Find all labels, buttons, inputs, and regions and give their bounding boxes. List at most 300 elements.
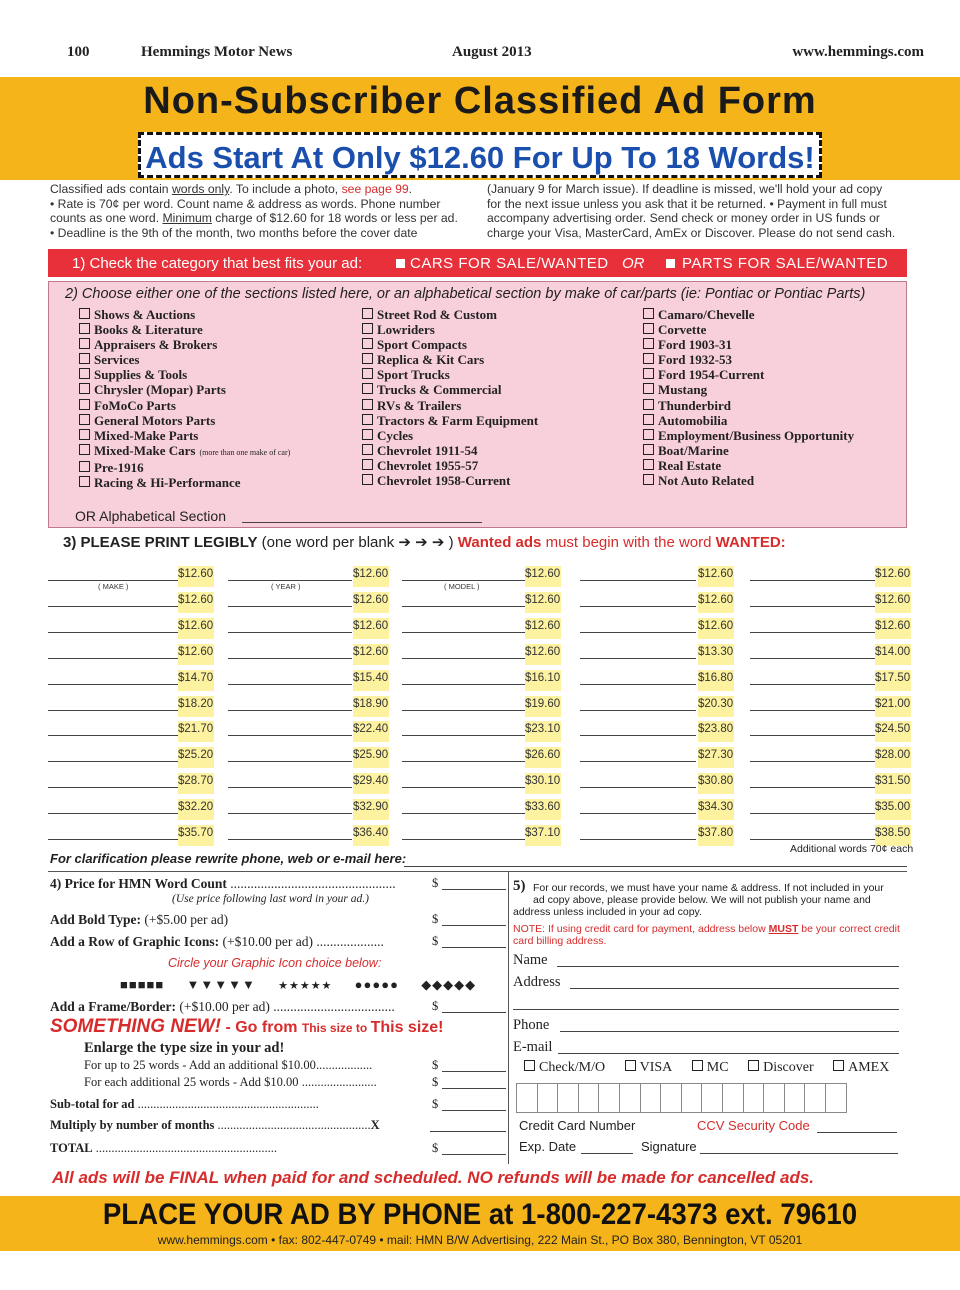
checkbox-icon xyxy=(362,353,373,364)
triangle-icons[interactable]: ▼▼▼▼▼ xyxy=(186,977,256,992)
card-digit-box[interactable] xyxy=(537,1083,559,1113)
word-price: $12.60 xyxy=(178,566,214,587)
issue-date: August 2013 xyxy=(452,44,532,60)
word-price: $32.20 xyxy=(178,799,214,820)
discover-option[interactable]: Discover xyxy=(748,1060,814,1075)
checkbox-icon xyxy=(643,308,654,319)
category-item[interactable] xyxy=(643,428,854,443)
checkbox-icon xyxy=(362,399,373,410)
card-number-label: Credit Card Number xyxy=(519,1118,636,1133)
category-label: RVs & Trailers xyxy=(377,397,462,413)
card-digit-box[interactable] xyxy=(743,1083,765,1113)
checkbox-icon xyxy=(79,353,90,364)
word-blank[interactable] xyxy=(750,606,875,607)
word-blank[interactable] xyxy=(580,710,696,711)
address-input-2[interactable] xyxy=(513,1009,899,1010)
word-price: $18.20 xyxy=(178,696,214,717)
graphic-icons-row: Add a Row of Graphic Icons: (+$10.00 per ad) .................... xyxy=(50,934,384,949)
category-label: Corvette xyxy=(658,322,707,338)
check-option[interactable]: Check/M/O xyxy=(524,1060,605,1075)
year-tag: ( YEAR ) xyxy=(271,582,301,591)
word-blank[interactable] xyxy=(228,839,352,840)
word-price: $14.00 xyxy=(875,644,911,665)
card-digit-box[interactable] xyxy=(722,1083,744,1113)
checkbox-icon xyxy=(362,414,373,425)
word-blank[interactable] xyxy=(402,606,525,607)
exp-date-input[interactable] xyxy=(581,1153,633,1154)
category-item[interactable] xyxy=(362,337,538,352)
category-item[interactable] xyxy=(362,398,538,413)
phone-order-line: PLACE YOUR AD BY PHONE at 1-800-227-4373 ext. 79610 xyxy=(102,1198,858,1231)
email-label: E-mail xyxy=(513,1039,553,1055)
word-blank[interactable] xyxy=(580,632,696,633)
phone-input[interactable] xyxy=(560,1031,899,1032)
category-item[interactable] xyxy=(643,337,854,352)
address-input[interactable] xyxy=(570,988,899,989)
category-item[interactable] xyxy=(643,307,854,322)
category-column-3 xyxy=(643,307,854,488)
category-label: Employment/Business Opportunity xyxy=(658,427,855,443)
checkbox-icon xyxy=(643,368,654,379)
word-price: $17.50 xyxy=(875,670,911,691)
word-price: $12.60 xyxy=(353,618,389,639)
square-icons[interactable]: ■■■■■ xyxy=(120,977,165,992)
category-item[interactable] xyxy=(79,443,290,460)
word-price: $16.80 xyxy=(698,670,734,691)
payment-options xyxy=(524,1060,889,1076)
word-price: $21.70 xyxy=(178,721,214,742)
publication-name: Hemmings Motor News xyxy=(141,44,293,60)
dollar-sign: $ xyxy=(432,934,439,948)
word-blank[interactable] xyxy=(580,606,696,607)
name-input[interactable] xyxy=(557,966,899,967)
checkbox-icon xyxy=(362,308,373,319)
word-price: $25.20 xyxy=(178,747,214,768)
checkbox-icon xyxy=(643,444,654,455)
word-price: $34.30 xyxy=(698,799,734,820)
word-price: $33.60 xyxy=(525,799,561,820)
word-blank[interactable] xyxy=(228,710,352,711)
circle-icons[interactable]: ●●●●● xyxy=(354,977,399,992)
card-digit-box[interactable] xyxy=(784,1083,806,1113)
word-blank[interactable] xyxy=(402,787,525,788)
word-blank[interactable] xyxy=(750,761,875,762)
word-price: $19.60 xyxy=(525,696,561,717)
category-label: Street Rod & Custom xyxy=(377,307,497,322)
checkbox-icon xyxy=(833,1060,844,1071)
checkbox-icon xyxy=(643,414,654,425)
dollar-sign: $ xyxy=(432,999,439,1013)
category-label: Shows & Auctions xyxy=(94,307,196,322)
category-label: Pre-1916 xyxy=(94,459,144,475)
card-digit-box[interactable] xyxy=(763,1083,785,1113)
word-blank[interactable] xyxy=(580,813,696,814)
word-price: $12.60 xyxy=(525,566,561,587)
category-column-1 xyxy=(79,307,290,490)
word-blank[interactable] xyxy=(48,606,178,607)
category-label: Mustang xyxy=(658,382,708,398)
model-tag: ( MODEL ) xyxy=(444,582,480,591)
category-item[interactable] xyxy=(362,458,538,473)
word-blank[interactable] xyxy=(48,632,178,633)
category-item[interactable] xyxy=(643,473,854,488)
word-blank[interactable] xyxy=(750,735,875,736)
icons-input[interactable] xyxy=(442,947,506,948)
address-label: Address xyxy=(513,974,561,990)
category-item[interactable] xyxy=(79,352,290,367)
checkbox-icon xyxy=(643,474,654,485)
ccv-label: CCV Security Code xyxy=(697,1118,810,1133)
step5-note: NOTE: If using credit card for payment, address below MUST be your correct credit card billing address. xyxy=(513,923,900,947)
word-blank[interactable] xyxy=(750,684,875,685)
checkbox-icon xyxy=(79,429,90,440)
word-price: $12.60 xyxy=(698,566,734,587)
category-item[interactable] xyxy=(79,428,290,443)
category-label: Chevrolet 1955-57 xyxy=(377,457,479,473)
category-item[interactable] xyxy=(362,382,538,397)
category-item[interactable] xyxy=(643,382,854,397)
category-item[interactable] xyxy=(79,398,290,413)
word-blank[interactable] xyxy=(48,658,178,659)
checkbox-icon xyxy=(643,383,654,394)
category-item[interactable] xyxy=(79,307,290,322)
category-label: Books & Literature xyxy=(94,322,203,338)
checkbox-icon xyxy=(79,476,90,487)
word-blank[interactable] xyxy=(580,735,696,736)
price-word-count: 4) Price for HMN Word Count ................................................. xyxy=(50,876,396,891)
up-to-25-row: For up to 25 words - Add an additional $10.00.................. xyxy=(84,1058,373,1072)
word-blank[interactable] xyxy=(580,684,696,685)
category-item[interactable] xyxy=(643,458,854,473)
clarification-label: For clarification please rewrite phone, web or e-mail here: xyxy=(50,851,407,866)
word-price: $37.80 xyxy=(698,825,734,846)
checkbox-icon xyxy=(362,368,373,379)
word-blank[interactable] xyxy=(750,839,875,840)
word-blank[interactable] xyxy=(228,787,352,788)
step1-label: 1) Check the category that best fits your ad: xyxy=(72,255,363,272)
price-note: (Use price following last word in your ad.) xyxy=(172,893,369,905)
card-digit-box[interactable] xyxy=(598,1083,620,1113)
page-number: 100 xyxy=(67,44,90,60)
dollar-sign: $ xyxy=(432,1141,439,1155)
word-price: $38.50 xyxy=(875,825,911,846)
word-price: $12.60 xyxy=(875,592,911,613)
enlarge-label: Enlarge the type size in your ad! xyxy=(84,1040,285,1056)
category-item[interactable] xyxy=(79,367,290,382)
word-blank[interactable] xyxy=(402,839,525,840)
word-blank[interactable] xyxy=(48,684,178,685)
photo-page-link[interactable]: see page 99 xyxy=(341,182,409,196)
category-item[interactable] xyxy=(79,460,290,475)
each25-input[interactable] xyxy=(442,1088,506,1089)
word-blank[interactable] xyxy=(402,710,525,711)
word-blank[interactable] xyxy=(750,632,875,633)
category-label: Not Auto Related xyxy=(658,473,755,489)
category-label: Boat/Marine xyxy=(658,442,729,458)
card-number-boxes[interactable] xyxy=(516,1083,847,1113)
word-blank[interactable] xyxy=(228,658,352,659)
icon-choices xyxy=(120,977,476,993)
dollar-sign: $ xyxy=(432,912,439,926)
word-price: $12.60 xyxy=(875,618,911,639)
cars-option: CARS FOR SALE/WANTED xyxy=(410,255,609,272)
card-digit-box[interactable] xyxy=(578,1083,600,1113)
category-item[interactable] xyxy=(79,413,290,428)
phone-label: Phone xyxy=(513,1017,550,1033)
category-item[interactable] xyxy=(79,337,290,352)
word-price: $32.90 xyxy=(353,799,389,820)
signature-label: Signature xyxy=(641,1139,697,1154)
category-label: Replica & Kit Cars xyxy=(377,352,485,368)
checkbox-icon xyxy=(362,444,373,455)
subtotal-row: Sub-total for ad .......................................................... xyxy=(50,1097,319,1111)
word-blank[interactable] xyxy=(402,580,525,581)
word-blank[interactable] xyxy=(48,580,178,581)
card-digit-box[interactable] xyxy=(619,1083,641,1113)
dollar-sign: $ xyxy=(432,876,439,890)
checkbox-icon xyxy=(643,399,654,410)
exp-date-label: Exp. Date xyxy=(519,1139,577,1154)
ccv-input[interactable] xyxy=(817,1132,897,1133)
card-digit-box[interactable] xyxy=(660,1083,682,1113)
checkbox-icon xyxy=(625,1060,636,1071)
card-digit-box[interactable] xyxy=(557,1083,579,1113)
circle-icon-label: Circle your Graphic Icon choice below: xyxy=(168,956,382,970)
word-price: $30.10 xyxy=(525,773,561,794)
category-item[interactable] xyxy=(79,322,290,337)
email-input[interactable] xyxy=(558,1053,899,1054)
word-blank[interactable] xyxy=(402,813,525,814)
category-label: Tractors & Farm Equipment xyxy=(377,412,539,428)
checkbox-icon xyxy=(643,353,654,364)
amex-option[interactable]: AMEX xyxy=(833,1060,889,1075)
word-price: $12.60 xyxy=(525,644,561,665)
category-label: Real Estate xyxy=(658,457,722,473)
frame-input[interactable] xyxy=(442,1012,506,1013)
price-input[interactable] xyxy=(442,889,506,890)
category-item[interactable] xyxy=(643,443,854,458)
category-item[interactable] xyxy=(362,322,538,337)
card-digit-box[interactable] xyxy=(701,1083,723,1113)
category-item[interactable] xyxy=(643,398,854,413)
signature-input[interactable] xyxy=(700,1153,898,1154)
category-item[interactable] xyxy=(79,475,290,490)
category-label: Lowriders xyxy=(377,322,435,338)
intro-left: Classified ads contain words only. To include a photo, see page 99. • Rate is 70¢ per word. Count name & address as words. Phone number counts as one word. Minimum charge of $12.60 for 18 words or less per ad. • Deadline is the 9th of the month, two months before the cover date xyxy=(50,182,458,240)
word-price: $35.70 xyxy=(178,825,214,846)
word-blank[interactable] xyxy=(48,787,178,788)
category-label: Mixed-Make Parts xyxy=(94,427,199,443)
category-item[interactable] xyxy=(362,443,538,458)
checkbox-icon xyxy=(79,461,90,472)
word-blank[interactable] xyxy=(750,658,875,659)
word-price: $18.90 xyxy=(353,696,389,717)
word-price: $14.70 xyxy=(178,670,214,691)
word-price: $12.60 xyxy=(178,592,214,613)
clarification-input[interactable] xyxy=(404,866,907,867)
category-item[interactable] xyxy=(643,322,854,337)
mc-option[interactable]: MC xyxy=(692,1060,729,1075)
word-price: $12.60 xyxy=(353,644,389,665)
word-price: $12.60 xyxy=(353,592,389,613)
checkbox-icon xyxy=(748,1060,759,1071)
word-price: $12.60 xyxy=(875,566,911,587)
star-icons[interactable]: ★★★★★ xyxy=(278,980,333,992)
checkbox-icon xyxy=(79,323,90,334)
checkbox-icon xyxy=(643,459,654,470)
category-label: Thunderbird xyxy=(658,397,731,413)
word-blank[interactable] xyxy=(48,710,178,711)
word-blank[interactable] xyxy=(750,787,875,788)
word-blank[interactable] xyxy=(228,632,352,633)
step2-label: 2) Choose either one of the sections listed here, or an alphabetical section by make of car/parts (ie: Pontiac or Pontiac Parts) xyxy=(65,286,866,302)
name-label: Name xyxy=(513,952,548,968)
word-price: $35.00 xyxy=(875,799,911,820)
footer-band xyxy=(0,1196,960,1251)
alpha-section-input[interactable] xyxy=(242,522,482,523)
checkbox-icon xyxy=(79,414,90,425)
checkbox-icon xyxy=(79,444,90,455)
card-digit-box[interactable] xyxy=(804,1083,826,1113)
word-blank[interactable] xyxy=(48,761,178,762)
word-price: $12.60 xyxy=(525,592,561,613)
word-price: $12.60 xyxy=(178,644,214,665)
up25-input[interactable] xyxy=(442,1071,506,1072)
word-blank[interactable] xyxy=(750,580,875,581)
total-row: TOTAL .......................................................... xyxy=(50,1141,277,1155)
step5-text: For our records, we must have your name & address. If not included in your ad copy above, please provide below. We will not publish your name and address unless included in your ad copy. xyxy=(513,882,884,918)
dollar-sign: $ xyxy=(432,1058,439,1072)
word-price: $16.10 xyxy=(525,670,561,691)
word-blank[interactable] xyxy=(228,684,352,685)
word-blank[interactable] xyxy=(48,839,178,840)
bold-type-row: Add Bold Type: (+$5.00 per ad) xyxy=(50,912,229,927)
word-price: $21.00 xyxy=(875,696,911,717)
word-blank[interactable] xyxy=(228,761,352,762)
something-new: SOMETHING NEW! - Go from This size to This size! xyxy=(50,1016,444,1037)
word-price: $28.70 xyxy=(178,773,214,794)
word-blank[interactable] xyxy=(48,735,178,736)
word-price: $12.60 xyxy=(178,618,214,639)
word-blank[interactable] xyxy=(228,580,352,581)
diamond-icons[interactable]: ◆◆◆◆◆ xyxy=(421,977,477,992)
each-25-row: For each additional 25 words - Add $10.00 ........................ xyxy=(84,1075,377,1089)
parts-checkbox[interactable] xyxy=(666,259,675,268)
checkbox-icon xyxy=(362,459,373,470)
word-blank[interactable] xyxy=(580,658,696,659)
word-blank[interactable] xyxy=(402,658,525,659)
word-blank[interactable] xyxy=(48,813,178,814)
word-price: $22.40 xyxy=(353,721,389,742)
category-item[interactable] xyxy=(362,473,538,488)
card-digit-box[interactable] xyxy=(516,1083,538,1113)
word-price: $29.40 xyxy=(353,773,389,794)
subtotal-input[interactable] xyxy=(442,1110,506,1111)
category-item[interactable] xyxy=(362,352,538,367)
word-blank[interactable] xyxy=(402,632,525,633)
checkbox-icon xyxy=(79,399,90,410)
checkbox-icon xyxy=(79,368,90,379)
step5-number: 5) xyxy=(513,878,526,894)
alpha-section-label: OR Alphabetical Section xyxy=(75,508,226,524)
word-blank[interactable] xyxy=(402,761,525,762)
make-tag: ( MAKE ) xyxy=(98,582,129,591)
card-digit-box[interactable] xyxy=(825,1083,847,1113)
category-item[interactable] xyxy=(643,413,854,428)
word-price: $28.00 xyxy=(875,747,911,768)
or-label: OR xyxy=(622,255,645,272)
category-item[interactable] xyxy=(362,413,538,428)
bold-input[interactable] xyxy=(442,925,506,926)
category-item[interactable] xyxy=(643,352,854,367)
subtitle-box: Ads Start At Only $12.60 For Up To 18 Words! xyxy=(138,132,822,178)
word-price: $24.50 xyxy=(875,721,911,742)
category-item[interactable] xyxy=(643,367,854,382)
category-item[interactable] xyxy=(362,307,538,322)
website-link[interactable]: www.hemmings.com xyxy=(792,44,924,60)
checkbox-icon xyxy=(79,308,90,319)
category-label: Sport Compacts xyxy=(377,337,467,353)
word-blank[interactable] xyxy=(580,839,696,840)
checkbox-icon xyxy=(362,383,373,394)
category-label: General Motors Parts xyxy=(94,412,216,428)
category-item[interactable] xyxy=(362,428,538,443)
multiply-row: Multiply by number of months .................................................X xyxy=(50,1118,380,1132)
visa-option[interactable]: VISA xyxy=(625,1060,673,1075)
step2-panel xyxy=(48,281,907,528)
checkbox-icon xyxy=(362,474,373,485)
word-blank[interactable] xyxy=(402,684,525,685)
card-digit-box[interactable] xyxy=(681,1083,703,1113)
word-blank[interactable] xyxy=(228,606,352,607)
category-label: FoMoCo Parts xyxy=(94,397,176,413)
category-label: Ford 1954-Current xyxy=(658,367,765,383)
category-label: Camaro/Chevelle xyxy=(658,307,755,322)
category-item[interactable] xyxy=(79,382,290,397)
contact-line: www.hemmings.com • fax: 802-447-0749 • mail: HMN B/W Advertising, 222 Main St., PO Box 380, Bennington, VT 05201 xyxy=(157,1233,803,1247)
total-input[interactable] xyxy=(442,1154,506,1155)
word-blank[interactable] xyxy=(402,735,525,736)
cars-checkbox[interactable] xyxy=(396,259,405,268)
word-blank[interactable] xyxy=(580,580,696,581)
checkbox-icon xyxy=(643,429,654,440)
checkbox-icon xyxy=(79,383,90,394)
months-input[interactable] xyxy=(430,1131,506,1132)
category-label: Chevrolet 1911-54 xyxy=(377,442,478,458)
frame-border-row: Add a Frame/Border: (+$10.00 per ad) .................................... xyxy=(50,999,395,1014)
word-price: $12.60 xyxy=(525,618,561,639)
category-label: Services xyxy=(94,352,140,368)
final-notice: All ads will be FINAL when paid for and scheduled. NO refunds will be made for cancelled ads. xyxy=(52,1168,815,1187)
word-blank[interactable] xyxy=(580,787,696,788)
word-price: $15.40 xyxy=(353,670,389,691)
word-price: $12.60 xyxy=(353,566,389,587)
word-blank[interactable] xyxy=(228,735,352,736)
word-blank[interactable] xyxy=(750,710,875,711)
word-price: $31.50 xyxy=(875,773,911,794)
word-blank[interactable] xyxy=(228,813,352,814)
intro-right: (January 9 for March issue). If deadline is missed, we'll hold your ad copy for the next issue unless you ask that it be returned. • Payment in full must accompany advertising order. Send check or money order in US funds or charge your Visa, MasterCard, AmEx or Discover. Please do not send cash. xyxy=(487,182,896,240)
category-item[interactable] xyxy=(362,367,538,382)
word-blank[interactable] xyxy=(580,761,696,762)
dollar-sign: $ xyxy=(432,1075,439,1089)
word-price: $30.80 xyxy=(698,773,734,794)
card-digit-box[interactable] xyxy=(640,1083,662,1113)
word-price: $23.10 xyxy=(525,721,561,742)
word-price: $25.90 xyxy=(353,747,389,768)
checkbox-icon xyxy=(524,1060,535,1071)
word-blank[interactable] xyxy=(750,813,875,814)
